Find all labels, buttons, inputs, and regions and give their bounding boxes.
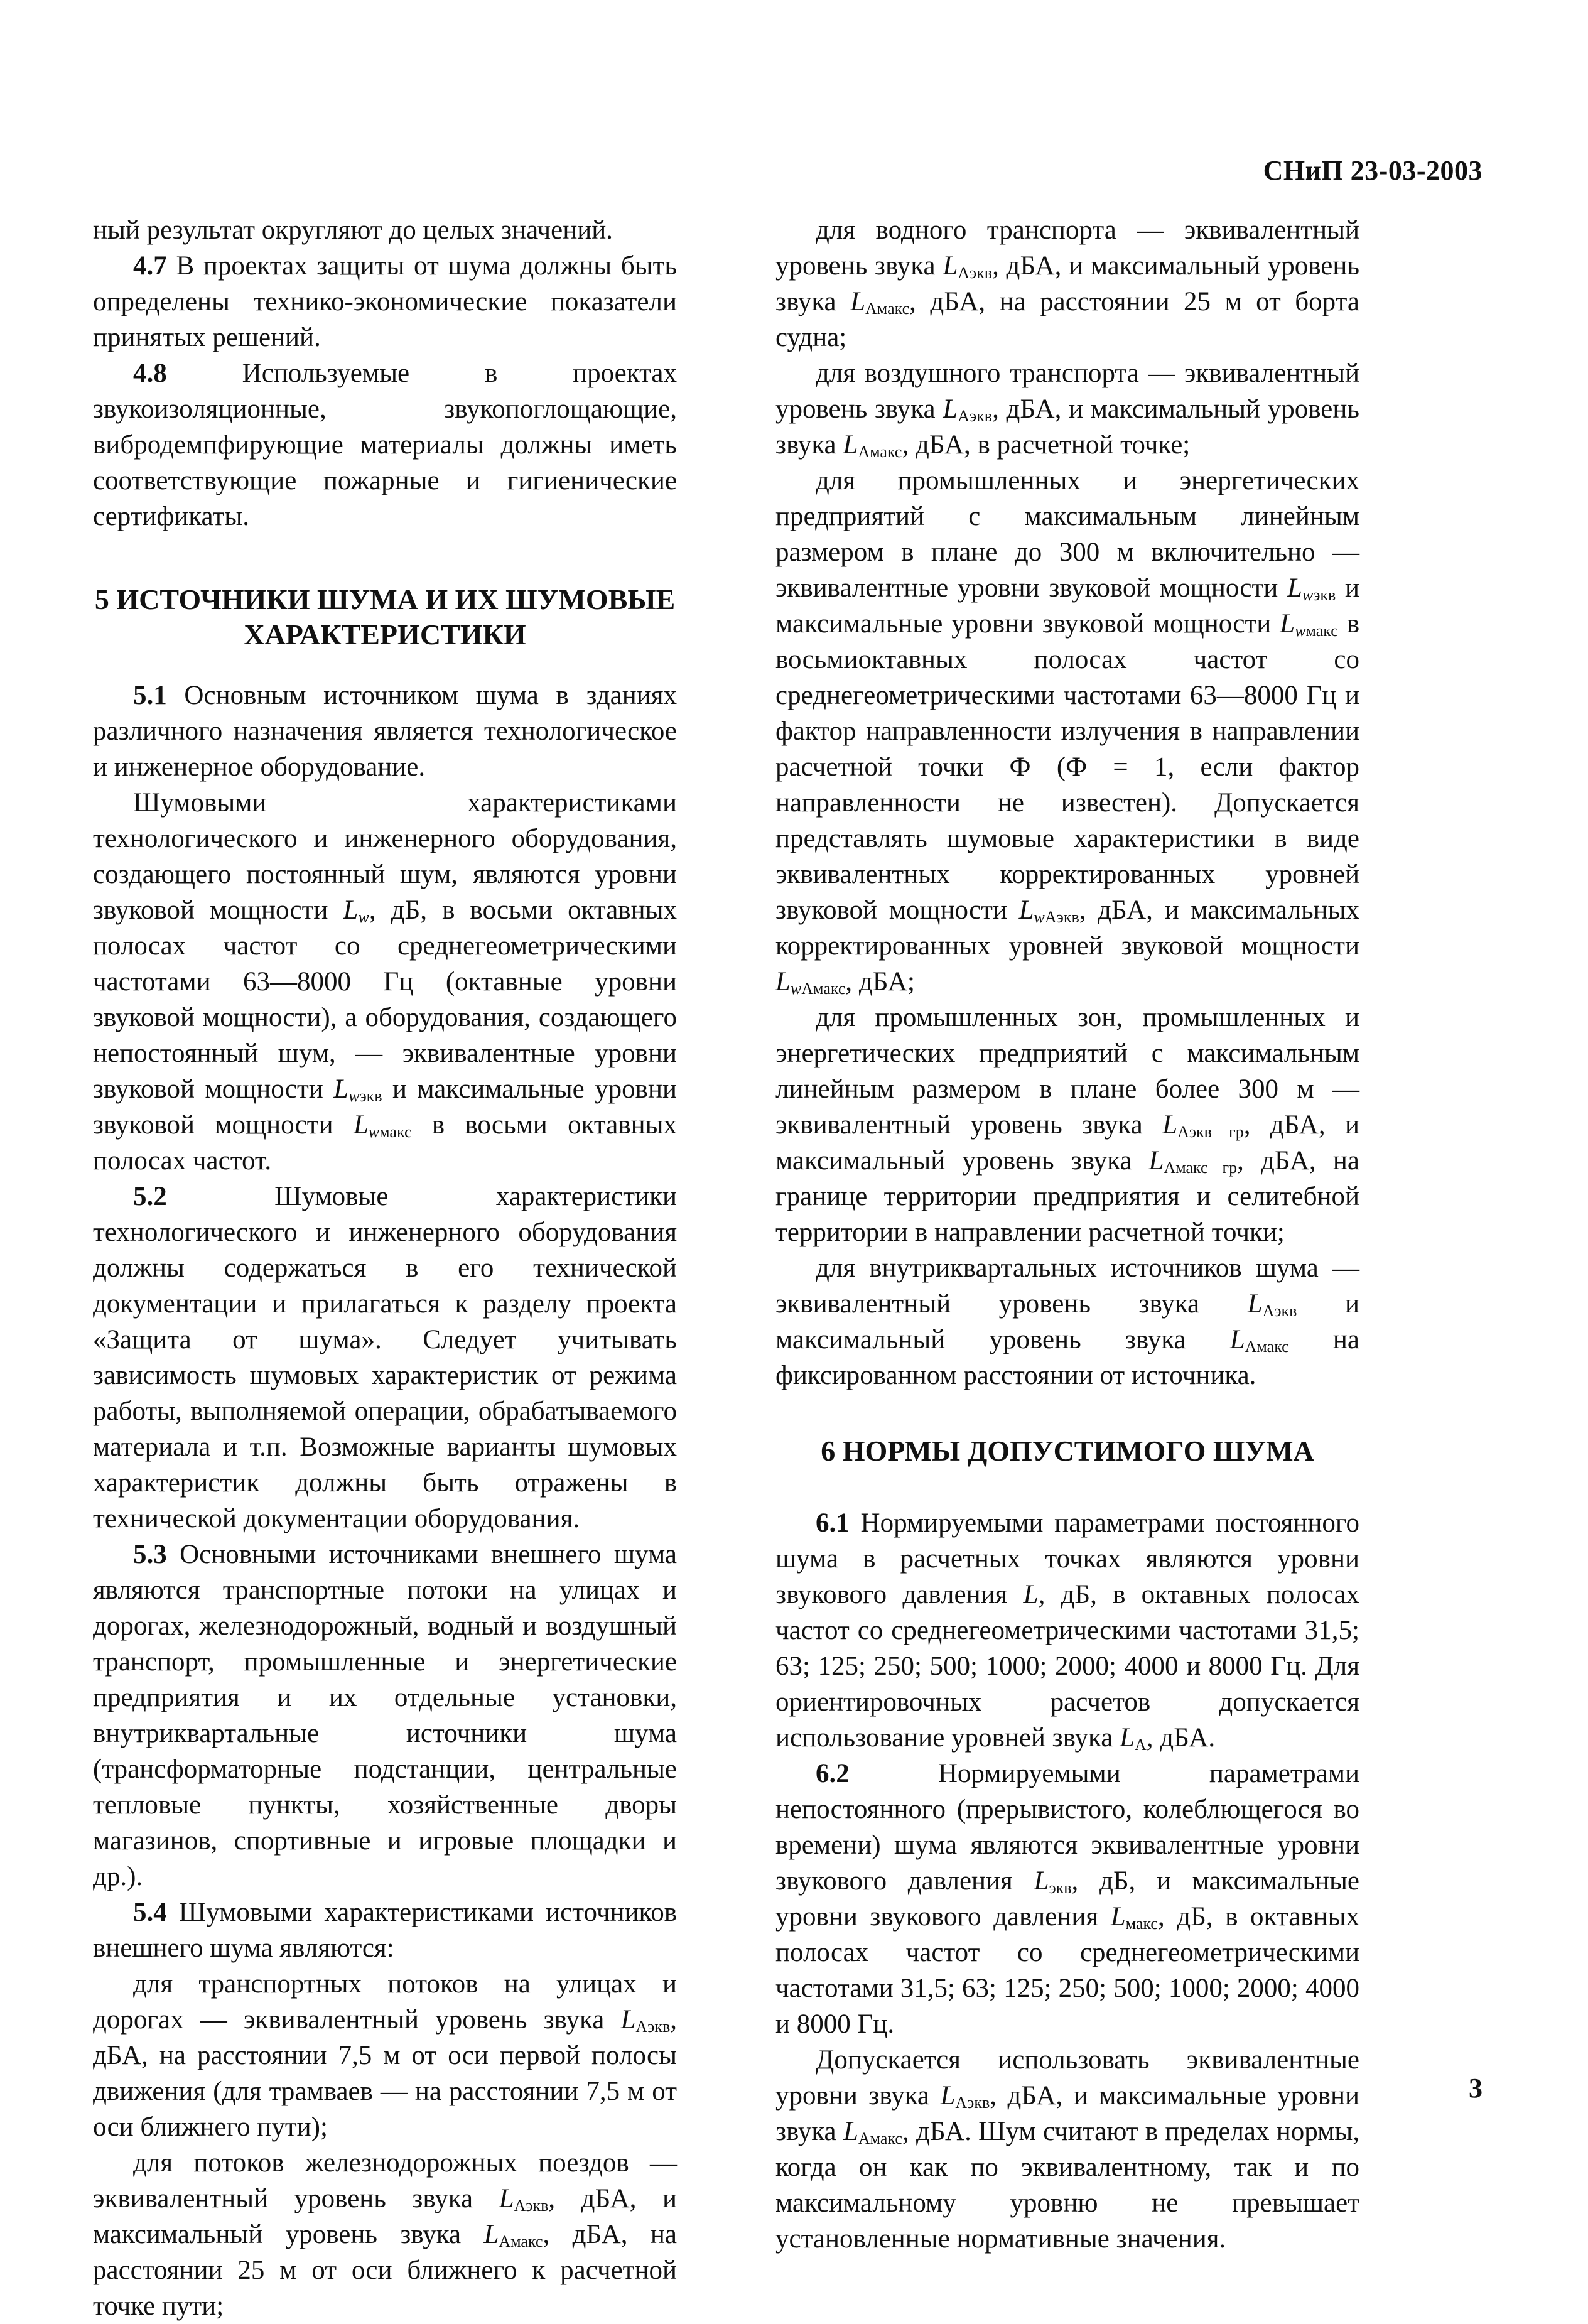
paragraph-6-2: 6.2 Нормируемыми параметрами непостоянного (прерывистого, колеблющегося во времени) шума являются эквивалентные уровни звукового давления $L_{экв}$, дБ, и максимальные уровни звукового давления $L_{макс}$, дБ, в октавных полосах частот со среднегеометрическими частотами 31,5; 63; 125; 250; 500; 1000; 2000; 4000 и 8000 Гц.: [775, 1759, 1359, 2039]
paragraph-4-7: 4.7 В проектах защиты от шума должны быть определены технико-экономические показатели принятых решений.: [93, 251, 677, 352]
paragraph-5-2: 5.2 Шумовые характеристики технологического и инженерного оборудования должны содержаться в его технической документации и прилагаться к разделу проекта «Защита от шума». Следует учитывать зависимость шумовых характеристик от режима работы, выполняемой операции, обрабатываемого материала и т.п. Возможные варианты шумовых характеристик должны быть отражены в технической документации оборудования.: [93, 1182, 677, 1533]
paragraph-5-1: 5.1 Основным источником шума в зданиях различного назначения является технологическое и инженерное оборудование.: [93, 681, 677, 782]
paragraph: Шумовыми характеристиками технологического и инженерного оборудования, создающего постоянный шум, являются уровни звуковой мощности $L_w$, дБ, в восьми октавных полосах частот со среднегеометрическими частотами 63—8000 Гц (октавные уровни звуковой мощности), а оборудования, создающего непостоянный шум, — эквивалентные уровни звуковой мощности $L_{wэкв}$ и максимальные уровни звуковой мощности $L_{wмакс}$ в восьми октавных полосах частот.: [93, 788, 678, 1176]
paragraph-6-1: 6.1 Нормируемыми параметрами постоянного шума в расчетных точках являются уровни звукового давления L, дБ, в октавных полосах частот со среднегеометрическими частотами 31,5; 63; 125; 250; 500; 1000; 2000; 4000 и 8000 Гц. Для ориентировочных расчетов допускается использование уровней звука $L_А$, дБА.: [775, 1508, 1359, 1754]
paragraph: для водного транспорта — эквивалентный уровень звука $L_{Аэкв}$, дБА, и максимальный уровень звука $L_{Амакс}$, дБА, на расстоянии 25 м от борта судна;: [775, 215, 1359, 352]
paragraph-4-8: 4.8 Используемые в проектах звукоизоляционные, звукопоглощающие, вибродемпфирующие материалы должны иметь соответствующие пожарные и гигиенические сертификаты.: [93, 359, 677, 531]
paragraph-5-4: 5.4 Шумовыми характеристиками источников внешнего шума являются:: [93, 1898, 677, 1963]
paragraph: ный результат округляют до целых значений.: [93, 215, 613, 245]
left-column: [93, 212, 677, 2324]
paragraph: для внутриквартальных источников шума — эквивалентный уровень звука $L_{Аэкв}$ и максимальный уровень звука $L_{Амакс}$ на фиксированном расстоянии от источника.: [775, 1253, 1359, 1390]
paragraph-5-3: 5.3 Основными источниками внешнего шума являются транспортные потоки на улицах и дорогах, железнодорожный, водный и воздушный транспорт, промышленные и энергетические предприятия и их отдельные установки, внутриквартальные источники шума (трансформаторные подстанции, центральные тепловые пункты, хозяйственные дворы магазинов, спортивные и игровые площадки и др.).: [93, 1540, 677, 1891]
section-6-heading: 6 НОРМЫ ДОПУСТИМОГО ШУМА: [821, 1435, 1314, 1467]
paragraph: для промышленных зон, промышленных и энергетических предприятий с максимальным линейным размером в плане более 300 м — эквивалентный уровень звука $L_{Аэкв гр}$, дБА, и максимальный уровень звука $L_{Амакс гр}$, дБА, на границе территории предприятия и селитебной территории в направлении расчетной точки;: [775, 1003, 1360, 1247]
document-header: СНиП 23-03-2003: [1263, 155, 1483, 186]
page-number: 3: [1469, 2073, 1483, 2104]
paragraph: Допускается использовать эквивалентные уровни звука $L_{Аэкв}$, дБА, и максимальные уровни звука $L_{Амакс}$, дБА. Шум считают в пределах нормы, когда он как по эквивалентному, так и по максимальному уровню не превышает установленные нормативные значения.: [775, 2045, 1359, 2254]
right-column: [775, 212, 1359, 2257]
paragraph: для воздушного транспорта — эквивалентный уровень звука $L_{Аэкв}$, дБА, и максимальный уровень звука $L_{Амакс}$, дБА, в расчетной точке;: [775, 359, 1359, 461]
section-5-heading: 5 ИСТОЧНИКИ ШУМА И ИХ ШУМОВЫЕ ХАРАКТЕРИСТИКИ: [94, 583, 676, 651]
paragraph: для транспортных потоков на улицах и дорогах — эквивалентный уровень звука $L_{Аэкв}$, дБА, на расстоянии 7,5 м от оси первой полосы движения (для трамваев — на расстоянии 7,5 м от оси ближнего пути);: [93, 1969, 677, 2142]
paragraph: для потоков железнодорожных поездов — эквивалентный уровень звука $L_{Аэкв}$, дБА, и максимальный уровень звука $L_{Амакс}$, дБА, на расстоянии 25 м от оси ближнего к расчетной точке пути;: [93, 2148, 677, 2321]
paragraph: для промышленных и энергетических предприятий с максимальным линейным размером в плане до 300 м включительно — эквивалентные уровни звуковой мощности $L_{wэкв}$ и максимальные уровни звуковой мощности $L_{wмакс}$ в восьмиоктавных полосах частот со среднегеометрическими частотами 63—8000 Гц и фактор направленности излучения в направлении расчетной точки Ф (Ф = 1, если фактор направленности не известен). Допускается представлять шумовые характеристики в виде эквивалентных корректированных уровней звуковой мощности $L_{wАэкв}$, дБА, и максимальных корректированных уровней звуковой мощности $L_{wАмакс}$, дБА;: [775, 466, 1359, 998]
